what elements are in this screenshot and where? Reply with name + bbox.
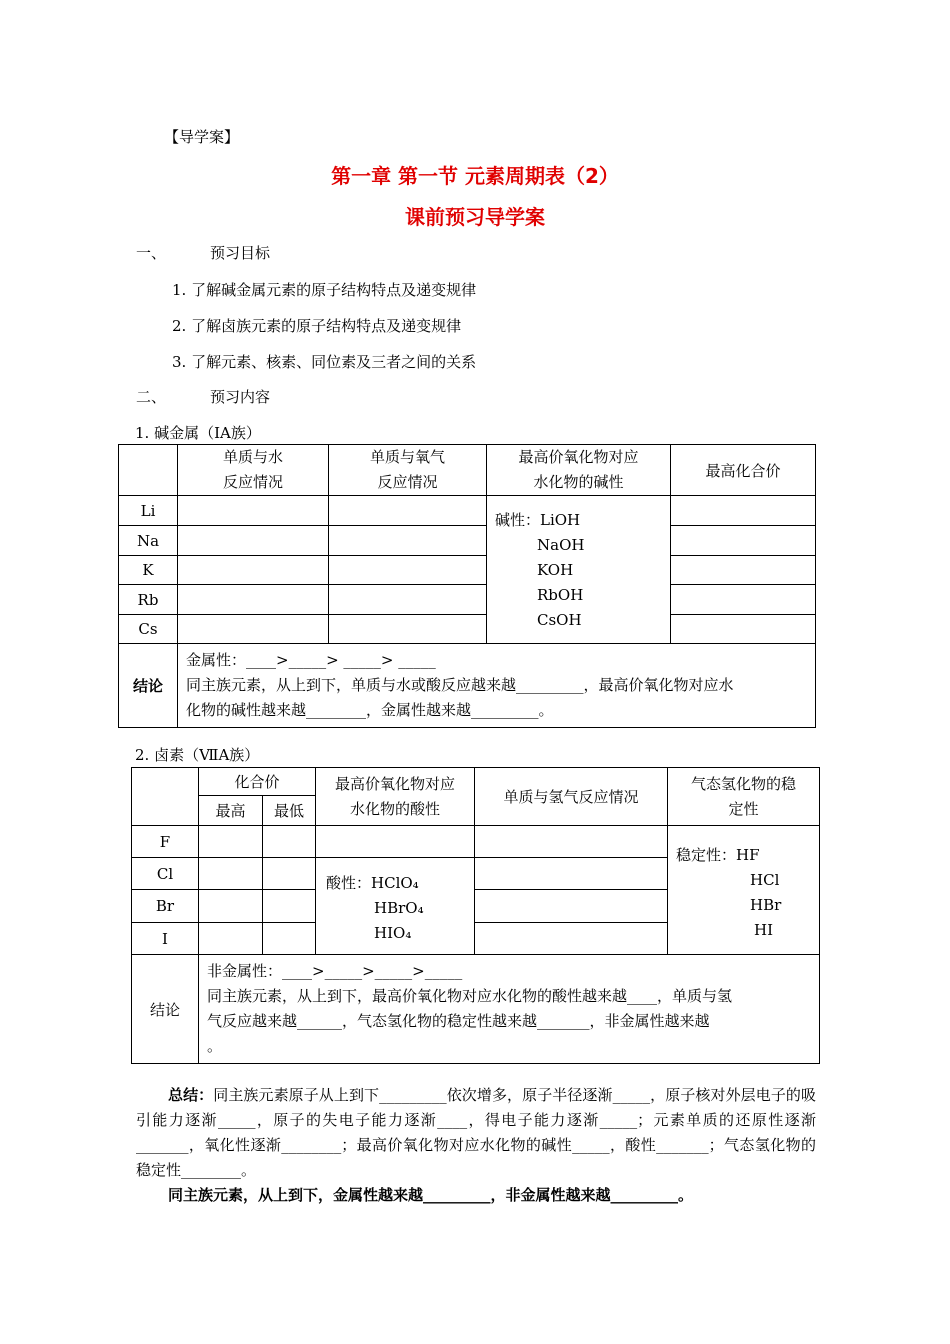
page-title: 第一章 第一节 元素周期表（2）: [331, 164, 619, 188]
answer-cell[interactable]: [178, 615, 329, 644]
summary-paragraph: [136, 1083, 816, 1183]
summary-head: 总结：: [168, 1086, 214, 1104]
answer-cell[interactable]: [329, 526, 487, 556]
element-na: Na: [119, 526, 178, 556]
answer-cell[interactable]: [671, 615, 816, 644]
corner-cell: [119, 445, 178, 496]
header-hydride-stability: 气态氢化物的稳 定性: [668, 768, 820, 826]
objective-item: 1. 了解碱金属元素的原子结构特点及递变规律: [172, 281, 477, 299]
answer-cell[interactable]: [178, 556, 329, 585]
answer-cell[interactable]: [671, 585, 816, 615]
answer-cell[interactable]: [329, 585, 487, 615]
element-cs: Cs: [119, 615, 178, 644]
answer-cell[interactable]: [199, 890, 263, 923]
answer-cell[interactable]: [475, 858, 668, 890]
answer-cell[interactable]: [199, 858, 263, 890]
section-label: 预习内容: [210, 388, 271, 406]
acidity-list: 酸性：HClO₄ HBrO₄ HIO₄: [316, 858, 475, 955]
conclusion-label: 结论: [119, 644, 178, 728]
answer-cell[interactable]: [178, 496, 329, 526]
answer-cell[interactable]: [671, 496, 816, 526]
answer-cell[interactable]: [263, 826, 316, 858]
header-highest: 最高: [199, 796, 263, 826]
element-li: Li: [119, 496, 178, 526]
header-hydroxide-basicity: 最高价氧化物对应 水化物的碱性: [487, 445, 671, 496]
element-cl: Cl: [132, 858, 199, 890]
doc-tag: 【导学案】: [164, 128, 240, 146]
objective-item: 2. 了解卤族元素的原子结构特点及递变规律: [172, 317, 462, 335]
page-subtitle: 课前预习导学案: [405, 205, 545, 229]
answer-cell[interactable]: [263, 890, 316, 923]
summary-final: 同主族元素，从上到下，金属性越来越_________，非金属性越来越_________。: [168, 1186, 694, 1204]
section-number: 二、: [136, 388, 167, 406]
answer-cell[interactable]: [316, 826, 475, 858]
element-rb: Rb: [119, 585, 178, 615]
answer-cell[interactable]: [475, 923, 668, 955]
header-highest-valence: 最高化合价: [671, 445, 816, 496]
answer-cell[interactable]: [199, 923, 263, 955]
answer-cell[interactable]: [263, 858, 316, 890]
answer-cell[interactable]: [199, 826, 263, 858]
answer-cell[interactable]: [329, 556, 487, 585]
answer-cell[interactable]: [671, 556, 816, 585]
element-k: K: [119, 556, 178, 585]
element-br: Br: [132, 890, 199, 923]
section-objectives-heading: [136, 242, 270, 263]
answer-cell[interactable]: [178, 585, 329, 615]
stability-list: 稳定性：HF HCl HBr HI: [668, 826, 820, 955]
alkali-conclusion: 金属性：____>_____> _____> _____ 同主族元素，从上到下，单质与水或酸反应越来越_________，最高价氧化物对应水 化物的碱性越来越________，金属性越来越_________。: [178, 644, 816, 728]
section-content-heading: [136, 386, 270, 407]
basicity-list: 碱性：LiOH NaOH KOH RbOH CsOH: [487, 496, 671, 644]
section-label: 预习目标: [210, 244, 271, 262]
objective-item: 3. 了解元素、核素、同位素及三者之间的关系: [172, 353, 477, 371]
alkali-table-caption: 1. 碱金属（ⅠA族）: [135, 424, 261, 442]
corner-cell: [132, 768, 199, 826]
element-f: F: [132, 826, 199, 858]
answer-cell[interactable]: [263, 923, 316, 955]
halogen-table: [131, 767, 820, 1064]
header-h2-reaction: 单质与氢气反应情况: [475, 768, 668, 826]
alkali-metal-table: [118, 444, 816, 728]
halogen-conclusion: 非金属性：____>_____>_____>_____ 同主族元素，从上到下，最高价氧化物对应水化物的酸性越来越____，单质与氢 气反应越来越______，气态氢化物的稳定性越来越_______，非金属性越来越 。: [199, 955, 820, 1064]
answer-cell[interactable]: [178, 526, 329, 556]
answer-cell[interactable]: [329, 615, 487, 644]
answer-cell[interactable]: [475, 826, 668, 858]
halogen-table-caption: 2. 卤素（ⅦA族）: [135, 746, 260, 764]
header-valence: 化合价: [199, 768, 316, 796]
answer-cell[interactable]: [329, 496, 487, 526]
element-i: I: [132, 923, 199, 955]
summary-text: 同主族元素原子从上到下_________依次增多，原子半径逐渐_____，原子核对外层电子的吸引能力逐渐_____，原子的失电子能力逐渐____，得电子能力逐渐_____；元素单质的还原性逐渐_______，氧化性逐渐________；最高价氧化物对应水化物的碱性_____，酸性_______；气态氢化物的稳定性________。: [136, 1086, 816, 1179]
header-oxygen-reaction: 单质与氧气 反应情况: [329, 445, 487, 496]
answer-cell[interactable]: [475, 890, 668, 923]
header-water-reaction: 单质与水 反应情况: [178, 445, 329, 496]
header-acid-oxide: 最高价氧化物对应 水化物的酸性: [316, 768, 475, 826]
conclusion-label: 结论: [132, 955, 199, 1064]
answer-cell[interactable]: [671, 526, 816, 556]
header-lowest: 最低: [263, 796, 316, 826]
section-number: 一、: [136, 244, 167, 262]
